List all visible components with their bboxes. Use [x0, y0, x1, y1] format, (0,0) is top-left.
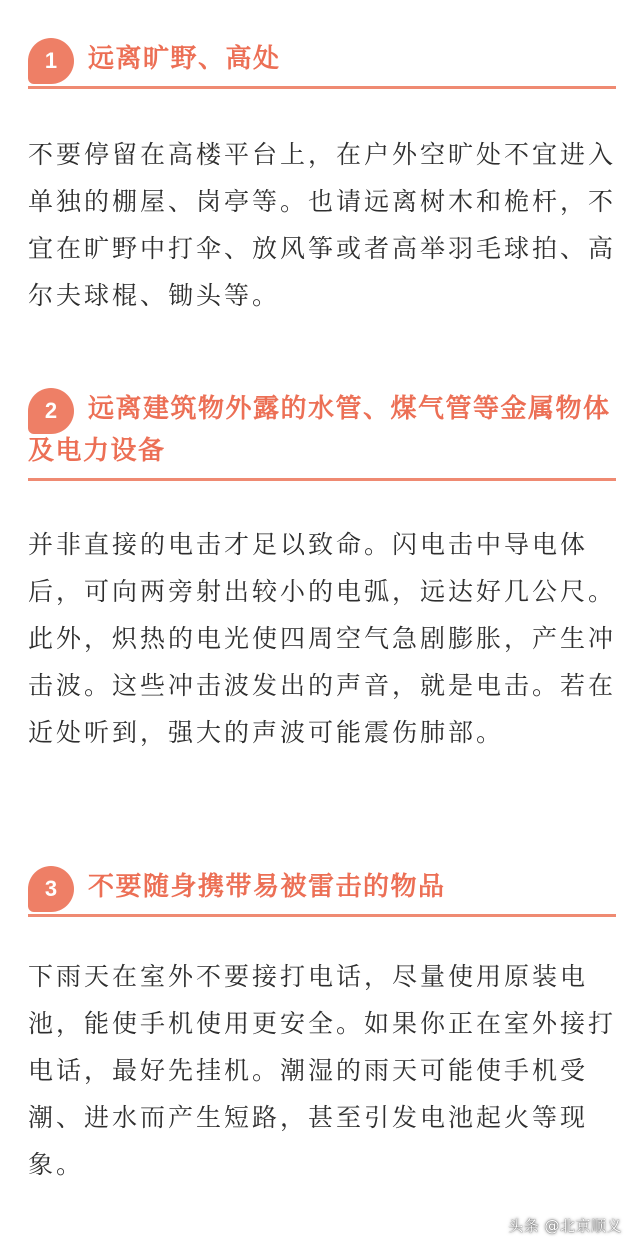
- section-2-title: 远离建筑物外露的水管、煤气管等金属物体及电力设备: [28, 394, 611, 466]
- section-3-number-badge: 3: [28, 866, 74, 912]
- section-1-heading: [28, 38, 616, 89]
- section-1: [28, 38, 616, 319]
- section-3-title: 不要随身携带易被雷击的物品: [88, 872, 446, 902]
- section-1-number-badge: 1: [28, 38, 74, 84]
- section-2-number-badge: 2: [28, 388, 74, 434]
- section-2-body: 并非直接的电击才足以致命。闪电击中导电体后，可向两旁射出较小的电弧，远达好几公尺。此外，炽热的电光使四周空气急剧膨胀，产生冲击波。这些冲击波发出的声音，就是电击。若在近处听到，强大的声波可能震伤肺部。: [28, 530, 617, 747]
- section-1-body: 不要停留在高楼平台上，在户外空旷处不宜进入单独的棚屋、岗亭等。也请远离树木和桅杆，不宜在旷野中打伞、放风筝或者高举羽毛球拍、高尔夫球棍、锄头等。: [28, 140, 617, 310]
- source-watermark: 头条 @北京顺义: [508, 1217, 622, 1235]
- section-3-body: 下雨天在室外不要接打电话，尽量使用原装电池，能使手机使用更安全。如果你正在室外接打电话，最好先挂机。潮湿的雨天可能使手机受潮、进水而产生短路，甚至引发电池起火等现象。: [28, 962, 617, 1179]
- section-1-title: 远离旷野、高处: [88, 44, 281, 74]
- section-2: [28, 388, 616, 756]
- section-3-heading: [28, 866, 616, 917]
- section-3: [28, 866, 616, 1188]
- section-2-heading: [28, 388, 616, 481]
